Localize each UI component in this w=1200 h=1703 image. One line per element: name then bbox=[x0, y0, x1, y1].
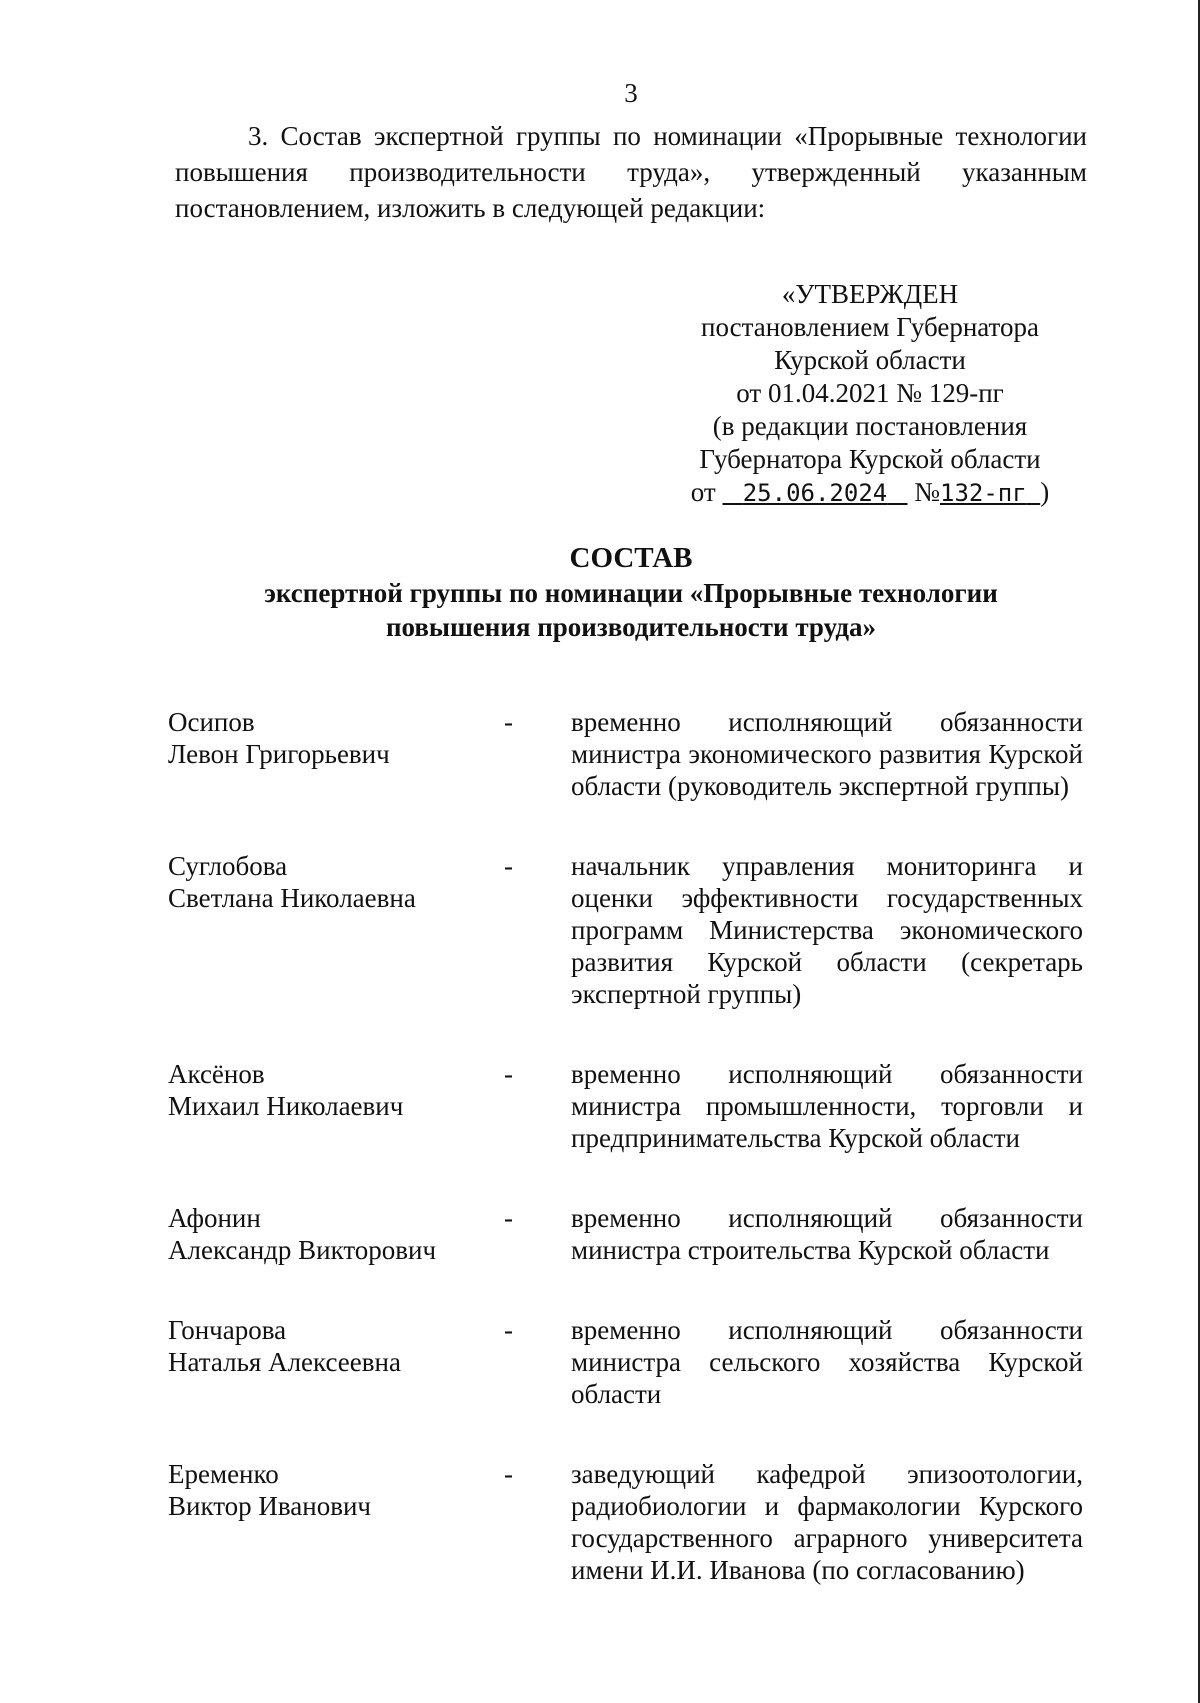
member-dash: - bbox=[504, 1203, 513, 1233]
approval-date-line bbox=[660, 476, 1080, 510]
member-name bbox=[168, 1458, 498, 1586]
member-row bbox=[168, 1458, 1088, 1586]
member-surname: Гончарова bbox=[168, 1315, 287, 1345]
member-role: начальник управления мониторинга и оценки эффективности государственных программ Министерства экономического развития Курской области (секретарь экспертной группы) bbox=[571, 851, 1083, 1009]
member-given-name: Михаил Николаевич bbox=[168, 1091, 404, 1121]
member-dash: - bbox=[504, 1315, 513, 1345]
member-dash: - bbox=[504, 707, 513, 737]
member-surname: Суглобова bbox=[168, 851, 288, 881]
approval-line-3: Курской области bbox=[774, 345, 966, 375]
title-line-2: повышения производительности труда» bbox=[385, 612, 877, 642]
page-number: 3 bbox=[624, 78, 638, 108]
approval-line-4: от 01.04.2021 № 129-пг bbox=[736, 378, 1004, 408]
document-title bbox=[175, 540, 1087, 644]
approval-date: 25.06.2024 bbox=[742, 479, 888, 507]
member-surname: Афонин bbox=[168, 1203, 261, 1233]
member-row bbox=[168, 1202, 1088, 1266]
member-row bbox=[168, 706, 1088, 802]
approval-stamp bbox=[660, 278, 1080, 510]
member-row bbox=[168, 1314, 1088, 1410]
intro-first-line: 3. Состав экспертной группы по номинации «Прорывные технологии bbox=[248, 121, 1087, 151]
member-dash: - bbox=[504, 851, 513, 881]
member-row bbox=[168, 1058, 1088, 1154]
member-role: заведующий кафедрой эпизоотологии, радиобиологии и фармакологии Курского государственного аграрного университета имени И.И. Иванова (по согласованию) bbox=[571, 1459, 1083, 1585]
title-line-1: экспертной группы по номинации «Прорывные технологии bbox=[264, 578, 998, 608]
member-role: временно исполняющий обязанности министра промышленности, торговли и предпринимательства Курской области bbox=[571, 1059, 1083, 1153]
member-given-name: Левон Григорьевич bbox=[168, 739, 390, 769]
date-prefix: от bbox=[690, 477, 716, 507]
approval-line-2: постановлением Губернатора bbox=[701, 312, 1039, 342]
intro-rest: повышения производительности труда», утвержденный указанным постановлением, изложить в следующей редакции: bbox=[175, 157, 1087, 223]
member-dash: - bbox=[504, 1059, 513, 1089]
approval-number: 132-пг bbox=[940, 479, 1027, 507]
member-dash: - bbox=[504, 1459, 513, 1489]
member-name bbox=[168, 1058, 498, 1154]
member-name bbox=[168, 850, 498, 1010]
approval-closing: ) bbox=[1040, 477, 1050, 507]
member-list bbox=[168, 706, 1088, 1634]
member-role: временно исполняющий обязанности министра сельского хозяйства Курской области bbox=[571, 1315, 1083, 1409]
member-given-name: Александр Викторович bbox=[168, 1235, 437, 1265]
member-role: временно исполняющий обязанности министра строительства Курской области bbox=[571, 1203, 1083, 1265]
member-role: временно исполняющий обязанности министра экономического развития Курской области (руководитель экспертной группы) bbox=[571, 707, 1083, 801]
member-name bbox=[168, 1314, 498, 1410]
member-given-name: Наталья Алексеевна bbox=[168, 1347, 401, 1377]
approval-line-1: «УТВЕРЖДЕН bbox=[781, 279, 959, 309]
member-name bbox=[168, 706, 498, 802]
title-heading: СОСТАВ bbox=[569, 542, 693, 574]
member-surname: Аксёнов bbox=[168, 1059, 265, 1089]
member-given-name: Светлана Николаевна bbox=[168, 883, 416, 913]
approval-line-5: (в редакции постановления bbox=[712, 411, 1028, 441]
number-prefix: № bbox=[914, 477, 940, 507]
member-surname: Осипов bbox=[168, 707, 255, 737]
member-row bbox=[168, 850, 1088, 1010]
intro-paragraph bbox=[175, 118, 1087, 226]
member-given-name: Виктор Иванович bbox=[168, 1491, 372, 1521]
member-name bbox=[168, 1202, 498, 1266]
member-surname: Еременко bbox=[168, 1459, 279, 1489]
approval-line-6: Губернатора Курской области bbox=[699, 444, 1041, 474]
